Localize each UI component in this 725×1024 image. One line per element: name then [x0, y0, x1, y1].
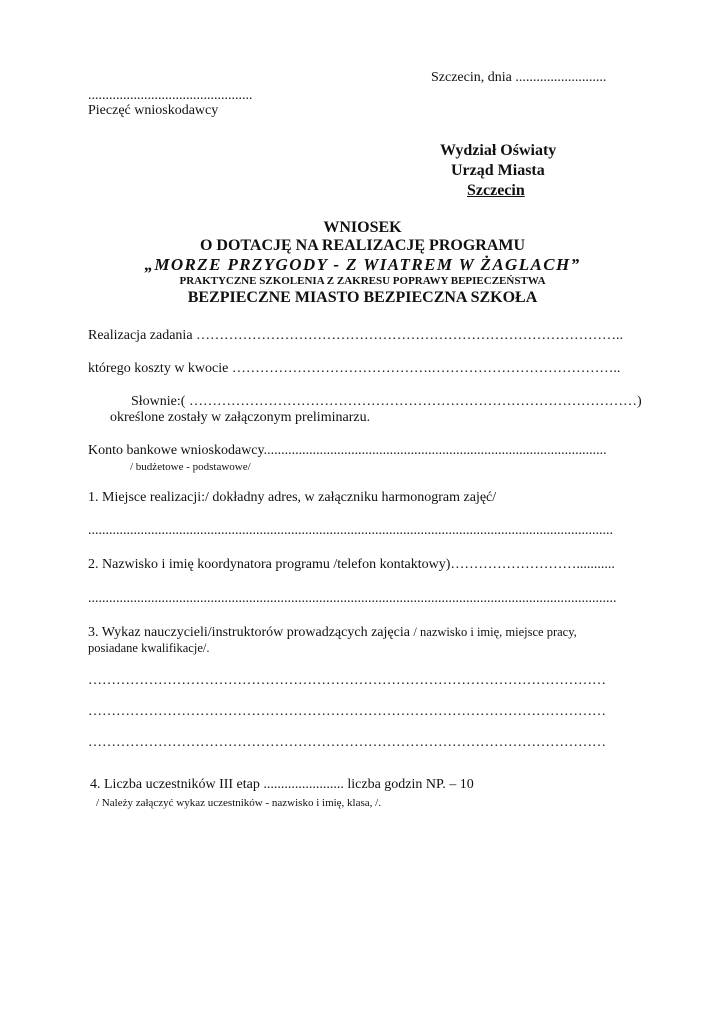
- section-2-dots: .......................................................................................................................................................: [88, 591, 617, 606]
- recipient-line-3: Szczecin: [467, 182, 525, 199]
- title-subtitle: PRAKTYCZNE SZKOLENIA Z ZAKRESU POPRAWY BEPIECZEŃSTWA: [179, 275, 546, 287]
- title-campaign: BEZPIECZNE MIASTO BEZPIECZNA SZKOŁA: [187, 289, 538, 306]
- section-3-line-3: …………………………………………………………………………………………………: [88, 735, 606, 750]
- section-3-label-line2: posiadane kwalifikacje/.: [88, 641, 210, 655]
- field-koszty: którego koszty w kwocie …………………………………….…………………………………..: [88, 361, 621, 376]
- field-konto: Konto bankowe wnioskodawcy..................................................................................................: [88, 443, 607, 458]
- place-date: Szczecin, dnia ..........................: [431, 70, 607, 85]
- section-3-label-main: 3. Wykaz nauczycieli/instruktorów prowadzących zajęcia: [88, 625, 414, 640]
- section-3-line-1: …………………………………………………………………………………………………: [88, 673, 606, 688]
- field-realizacja: Realizacja zadania ………………………………………………………………………………..: [88, 328, 624, 343]
- section-1-dots: ......................................................................................................................................................: [88, 523, 613, 538]
- title-dotacja: O DOTACJĘ NA REALIZACJĘ PROGRAMU: [199, 237, 526, 254]
- section-4-note: / Należy załączyć wykaz uczestników - nazwisko i imię, klasa, /.: [96, 797, 381, 809]
- stamp-dots: ...............................................: [88, 88, 253, 103]
- section-4-label: 4. Liczba uczestników III etap ....................... liczba godzin NP. – 10: [90, 777, 474, 792]
- section-2-label: 2. Nazwisko i imię koordynatora programu /telefon kontaktowy)………………………...........: [88, 557, 615, 572]
- section-3-label-small: / nazwisko i imię, miejsce pracy,: [413, 625, 577, 639]
- stamp-label: Pieczęć wnioskodawcy: [88, 103, 219, 118]
- section-3-label: [88, 624, 577, 641]
- section-3-line-2: …………………………………………………………………………………………………: [88, 704, 606, 719]
- recipient-line-2: Urząd Miasta: [451, 162, 545, 179]
- recipient-line-1: Wydział Oświaty: [440, 142, 557, 159]
- field-konto-note: / budżetowe - podstawowe/: [130, 461, 251, 473]
- title-program-name: „MORZE PRZYGODY - Z WIATREM W ŻAGLACH”: [144, 255, 581, 274]
- field-okreslone: określone zostały w załączonym preliminarzu.: [110, 410, 371, 425]
- section-1-label: 1. Miejsce realizacji:/ dokładny adres, w załączniku harmonogram zajęć/: [88, 490, 497, 505]
- title-wniosek: WNIOSEK: [323, 219, 402, 236]
- field-slownie: Słownie:( ……………………………………………………………………………………): [131, 394, 642, 409]
